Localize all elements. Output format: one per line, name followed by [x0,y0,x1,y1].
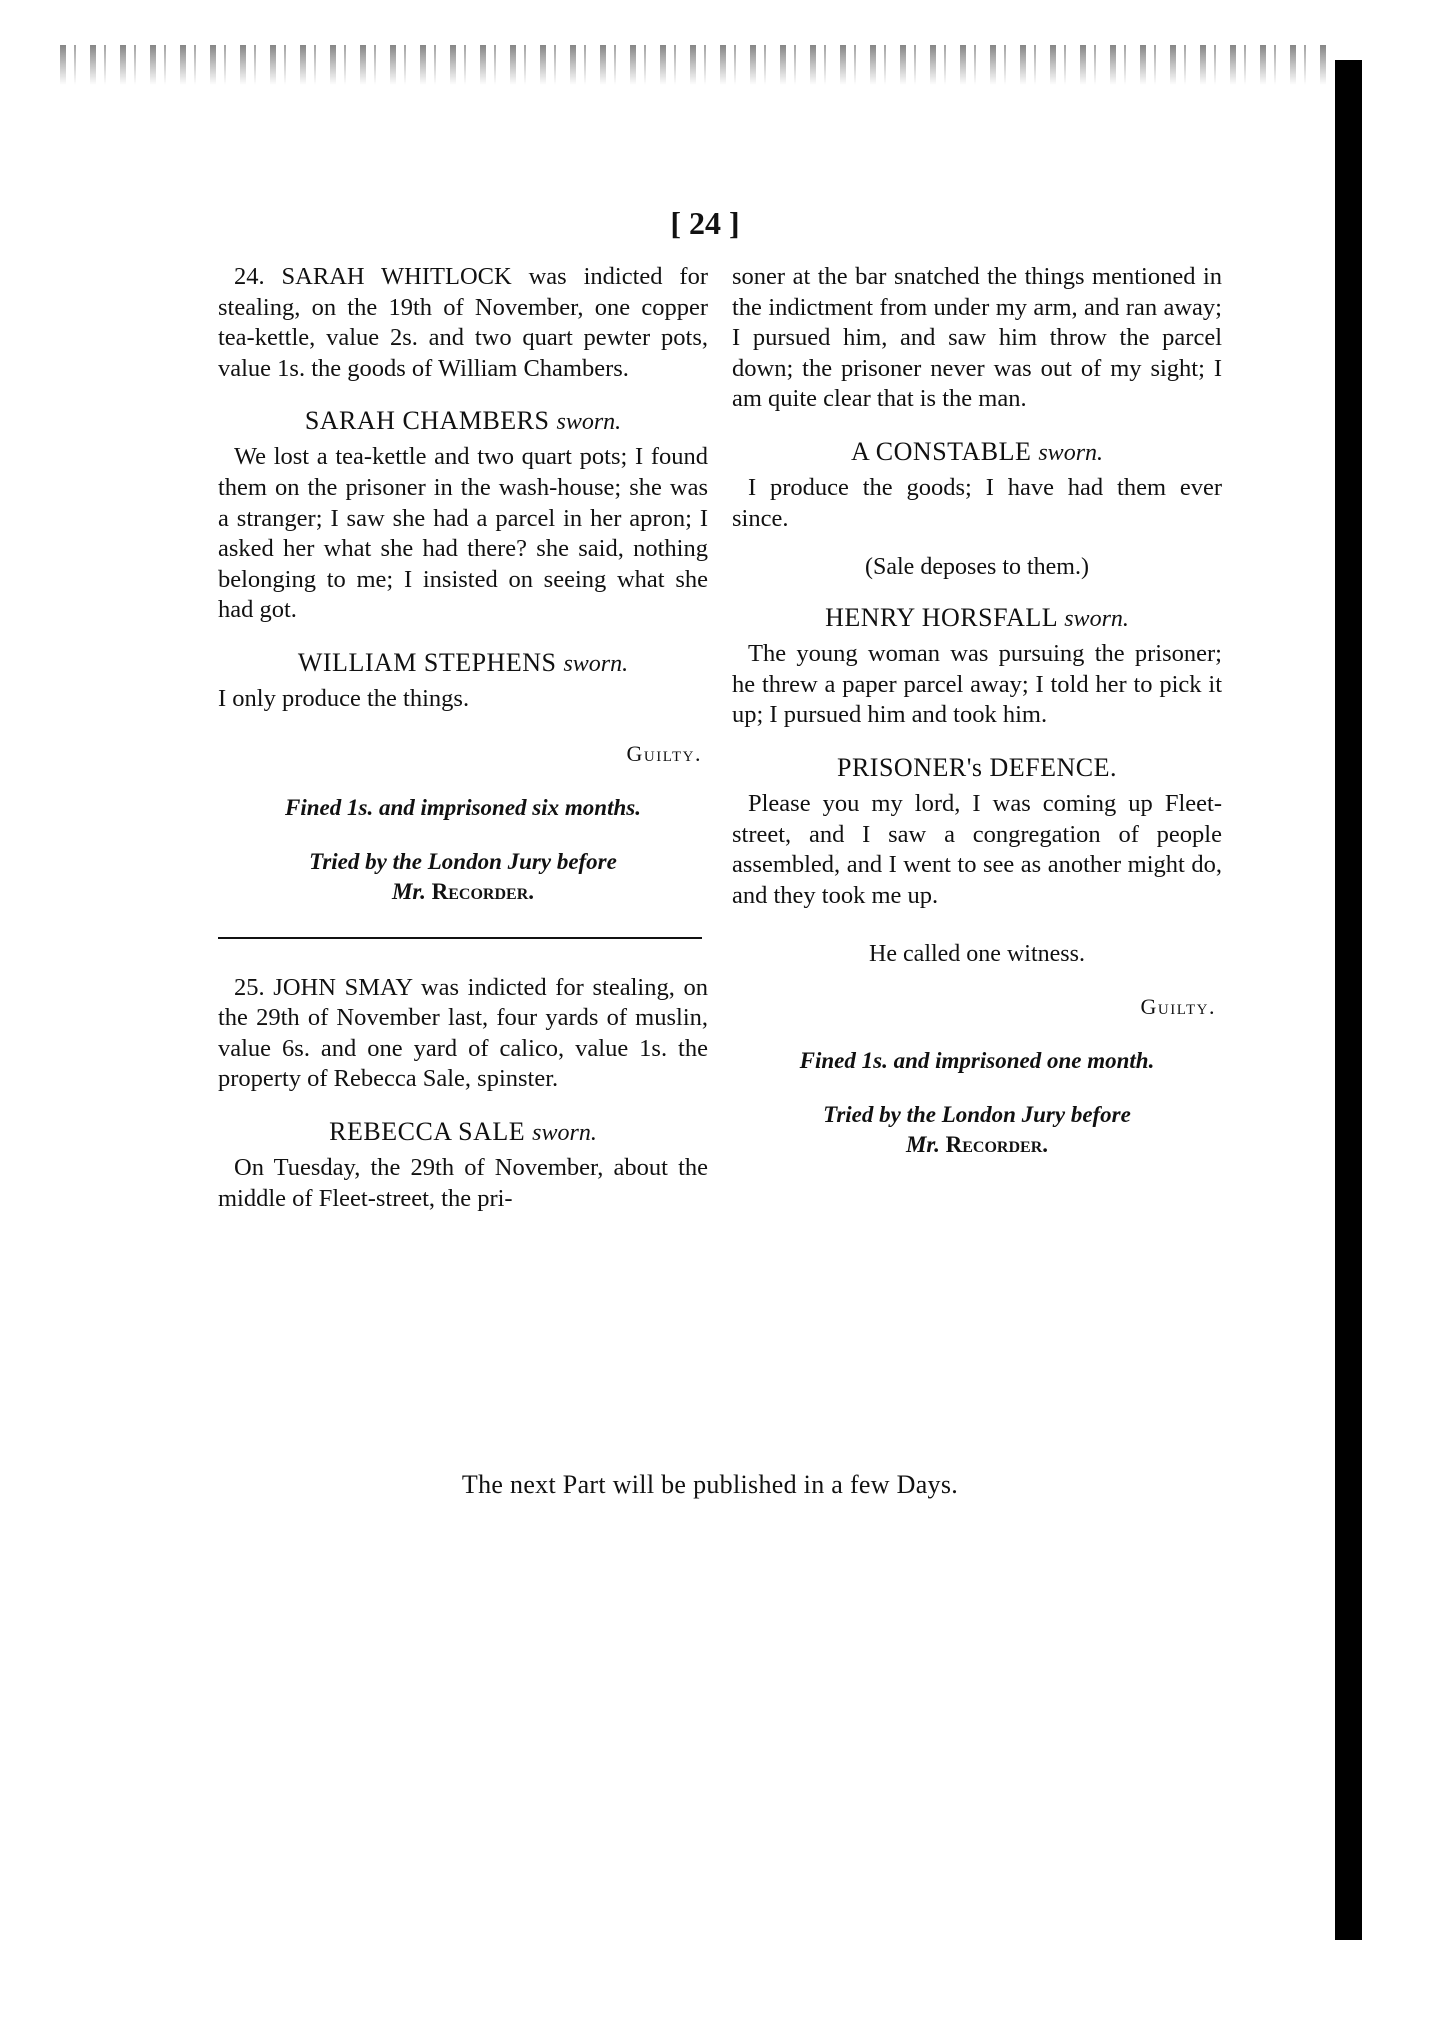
witness-name: SARAH CHAMBERS [304,406,550,436]
witness-name: WILLIAM STEPHENS [297,647,557,677]
witness-name: REBECCA SALE [329,1116,526,1146]
sworn-label: sworn. [563,650,629,677]
scan-edge-noise [60,45,1330,85]
witness-heading-rebecca-sale [218,1117,708,1147]
tried-judge [218,877,708,907]
footer-note: The next Part will be published in a few Days. [461,1470,959,1499]
tried-mr: Mr. [391,878,426,904]
sale-deposes-note: (Sale deposes to them.) [865,554,1089,581]
sworn-label: sworn. [556,409,622,436]
page-number: [ 24 ] [670,205,740,241]
sworn-label: sworn. [532,1119,597,1146]
witness-name: HENRY HORSFALL [825,603,1058,633]
witness-heading-henry-horsfall [732,603,1222,633]
case-24-indictment: 24. SARAH WHITLOCK was indicted for stealing, on the 19th of November, one copper tea-kettle, value 2s. and two quart pewter pots, value 1s. the goods of William Chambers. [218,263,708,382]
testimony-sarah-chambers: We lost a tea-kettle and two quart pots; I found them on the prisoner in the wash-house; she was a stranger; I saw she had a parcel in her apron; I asked her what she had there? she said, nothing belonging to me; I insisted on seeing what she had got. [218,443,708,624]
testimony-constable: I produce the goods; I have had them ever since. [732,473,1222,532]
left-column [218,262,708,1214]
testimony-william-stephens: I only produce the things. [218,684,470,712]
tried-recorder: Recorder. [945,1132,1048,1158]
verdict-case-25: Guilty. [1140,994,1216,1020]
tried-note-case-24 [218,847,708,907]
sentence-case-25: Fined 1s. and imprisoned one month. [799,1048,1155,1074]
witness-heading-constable [732,437,1222,467]
testimony-rebecca-sale: On Tuesday, the 29th of November, about the middle of Fleet-street, the pri- [218,1153,708,1212]
witness-heading-william-stephens [218,648,708,678]
tried-note-case-25 [732,1100,1222,1160]
testimony-henry-horsfall: The young woman was pursuing the prisoner; he threw a paper parcel away; I told her to pick it up; I pursued him and took him. [732,640,1222,729]
witness-heading-sarah-chambers [218,406,708,436]
case-25-indictment: 25. JOHN SMAY was indicted for stealing, on the 29th of November last, four yards of muslin, value 6s. and one yard of calico, value 1s. the property of Rebecca Sale, spinster. [218,973,708,1093]
sworn-label: sworn. [1038,439,1104,466]
verdict-case-24: Guilty. [626,740,702,766]
tried-line: Tried by the London Jury before [823,1102,1131,1128]
testimony-rebecca-sale-continued: soner at the bar snatched the things mentioned in the indictment from under my arm, and ran away; I pursued him, and saw him throw the parcel down; the prisoner never was out of my sight; I am quite clear that is the man. [732,263,1222,413]
scan-dark-margin [1335,60,1362,1940]
sentence-case-24: Fined 1s. and imprisoned six months. [285,794,641,820]
tried-line: Tried by the London Jury before [309,848,617,874]
right-column [732,262,1222,1160]
witness-note: He called one witness. [869,941,1085,968]
case-divider [218,937,702,939]
tried-judge [732,1130,1222,1160]
defence-heading: PRISONER's DEFENCE. [837,752,1117,782]
tried-mr: Mr. [905,1132,940,1158]
tried-recorder: Recorder. [431,878,534,904]
defence-text: Please you my lord, I was coming up Fleet-street, and I saw a congregation of people assembled, and I went to see as another might do, and they took me up. [732,789,1222,909]
sworn-label: sworn. [1064,606,1129,633]
witness-name: A CONSTABLE [850,436,1032,466]
